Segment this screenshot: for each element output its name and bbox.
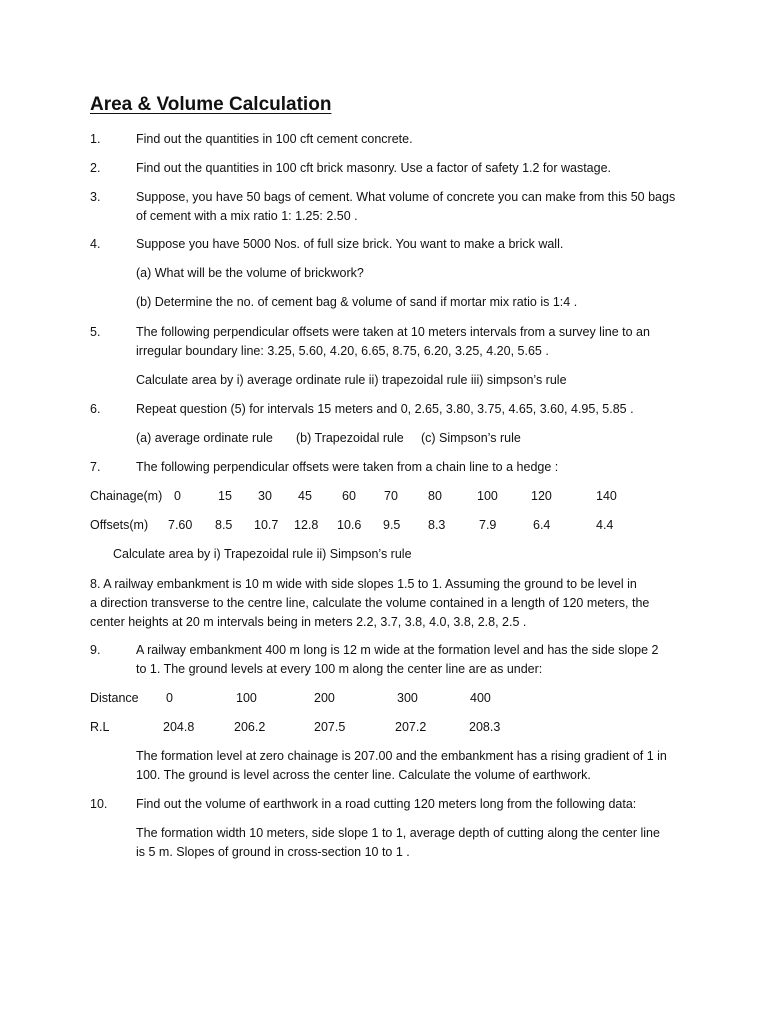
q7-text: The following perpendicular offsets were taken from a chain line to a hedge :	[136, 460, 559, 474]
q4-text: Suppose you have 5000 Nos. of full size brick. You want to make a brick wall.	[136, 237, 564, 251]
rl-cell: 204.8	[163, 720, 195, 734]
distance-label: Distance	[90, 691, 139, 705]
offsets-cell: 12.8	[294, 518, 319, 532]
q3-text-line1: Suppose, you have 50 bags of cement. What volume of concrete you can make from this 50 bags	[136, 190, 676, 204]
page-title: Area & Volume Calculation	[90, 94, 332, 115]
chainage-cell: 120	[531, 489, 552, 503]
q5-calc: Calculate area by i) average ordinate rule ii) trapezoidal rule iii) simpson’s rule	[136, 373, 567, 387]
q10-number: 10.	[90, 797, 108, 811]
q9-number: 9.	[90, 643, 101, 657]
q5-text-line2: irregular boundary line: 3.25, 5.60, 4.20, 6.65, 8.75, 6.20, 3.25, 4.20, 5.65 .	[136, 344, 549, 358]
q6-part-a: (a) average ordinate rule	[136, 431, 273, 445]
q7-calc: Calculate area by i) Trapezoidal rule ii) Simpson’s rule	[113, 547, 412, 561]
q6-text: Repeat question (5) for intervals 15 meters and 0, 2.65, 3.80, 3.75, 4.65, 3.60, 4.95, 5.85 .	[136, 402, 634, 416]
chainage-cell: 100	[477, 489, 498, 503]
offsets-cell: 8.3	[428, 518, 446, 532]
q4-part-b: (b) Determine the no. of cement bag & volume of sand if mortar mix ratio is 1:4 .	[136, 295, 578, 309]
chainage-cell: 70	[384, 489, 398, 503]
q8-text-line1: 8. A railway embankment is 10 m wide with side slopes 1.5 to 1. Assuming the ground to be level in	[90, 577, 637, 591]
chainage-cell: 30	[258, 489, 272, 503]
chainage-cell: 45	[298, 489, 312, 503]
q5-number: 5.	[90, 325, 101, 339]
q7-number: 7.	[90, 460, 101, 474]
q2-number: 2.	[90, 161, 101, 175]
q9-text-line1: A railway embankment 400 m long is 12 m wide at the formation level and has the side slope 2	[136, 643, 659, 657]
offsets-cell: 7.60	[168, 518, 193, 532]
q1-number: 1.	[90, 132, 101, 146]
distance-cell: 400	[470, 691, 491, 705]
distance-cell: 200	[314, 691, 335, 705]
q4-part-a: (a) What will be the volume of brickwork?	[136, 266, 364, 280]
offsets-label: Offsets(m)	[90, 518, 149, 532]
offsets-cell: 4.4	[596, 518, 614, 532]
distance-cell: 0	[166, 691, 173, 705]
chainage-cell: 60	[342, 489, 356, 503]
q6-number: 6.	[90, 402, 101, 416]
offsets-cell: 10.7	[254, 518, 279, 532]
offsets-cell: 9.5	[383, 518, 401, 532]
q10-data-line1: The formation width 10 meters, side slope 1 to 1, average depth of cutting along the center line	[136, 826, 660, 840]
chainage-cell: 15	[218, 489, 232, 503]
offsets-cell: 10.6	[337, 518, 362, 532]
rl-cell: 206.2	[234, 720, 266, 734]
distance-cell: 300	[397, 691, 418, 705]
q3-number: 3.	[90, 190, 101, 204]
q5-text-line1: The following perpendicular offsets were taken at 10 meters intervals from a survey line to an	[136, 325, 650, 339]
q4-number: 4.	[90, 237, 101, 251]
rl-cell: 207.5	[314, 720, 346, 734]
distance-cell: 100	[236, 691, 257, 705]
q2-text: Find out the quantities in 100 cft brick masonry. Use a factor of safety 1.2 for wastage.	[136, 161, 612, 175]
offsets-cell: 7.9	[479, 518, 497, 532]
q10-text: Find out the volume of earthwork in a road cutting 120 meters long from the following data:	[136, 797, 637, 811]
q6-part-b: (b) Trapezoidal rule	[296, 431, 404, 445]
offsets-cell: 8.5	[215, 518, 233, 532]
chainage-cell: 0	[174, 489, 181, 503]
q9-formation-line1: The formation level at zero chainage is 207.00 and the embankment has a rising gradient of 1 in	[136, 749, 667, 763]
q1-text: Find out the quantities in 100 cft cement concrete.	[136, 132, 413, 146]
rl-label: R.L	[90, 720, 110, 734]
q8-text-line2: a direction transverse to the centre line, calculate the volume contained in a length of 120 meters, the	[90, 596, 650, 610]
q9-formation-line2: 100. The ground is level across the center line. Calculate the volume of earthwork.	[136, 768, 591, 782]
q9-text-line2: to 1. The ground levels at every 100 m along the center line are as under:	[136, 662, 543, 676]
q3-text-line2: of cement with a mix ratio 1: 1.25: 2.50 .	[136, 209, 358, 223]
rl-cell: 207.2	[395, 720, 427, 734]
q10-data-line2: is 5 m. Slopes of ground in cross-section 10 to 1 .	[136, 845, 410, 859]
rl-cell: 208.3	[469, 720, 501, 734]
chainage-cell: 140	[596, 489, 617, 503]
offsets-cell: 6.4	[533, 518, 551, 532]
chainage-cell: 80	[428, 489, 442, 503]
q8-text-line3: center heights at 20 m intervals being in meters 2.2, 3.7, 3.8, 4.0, 3.8, 2.8, 2.5 .	[90, 615, 527, 629]
chainage-label: Chainage(m)	[90, 489, 163, 503]
q6-part-c: (c) Simpson’s rule	[421, 431, 521, 445]
